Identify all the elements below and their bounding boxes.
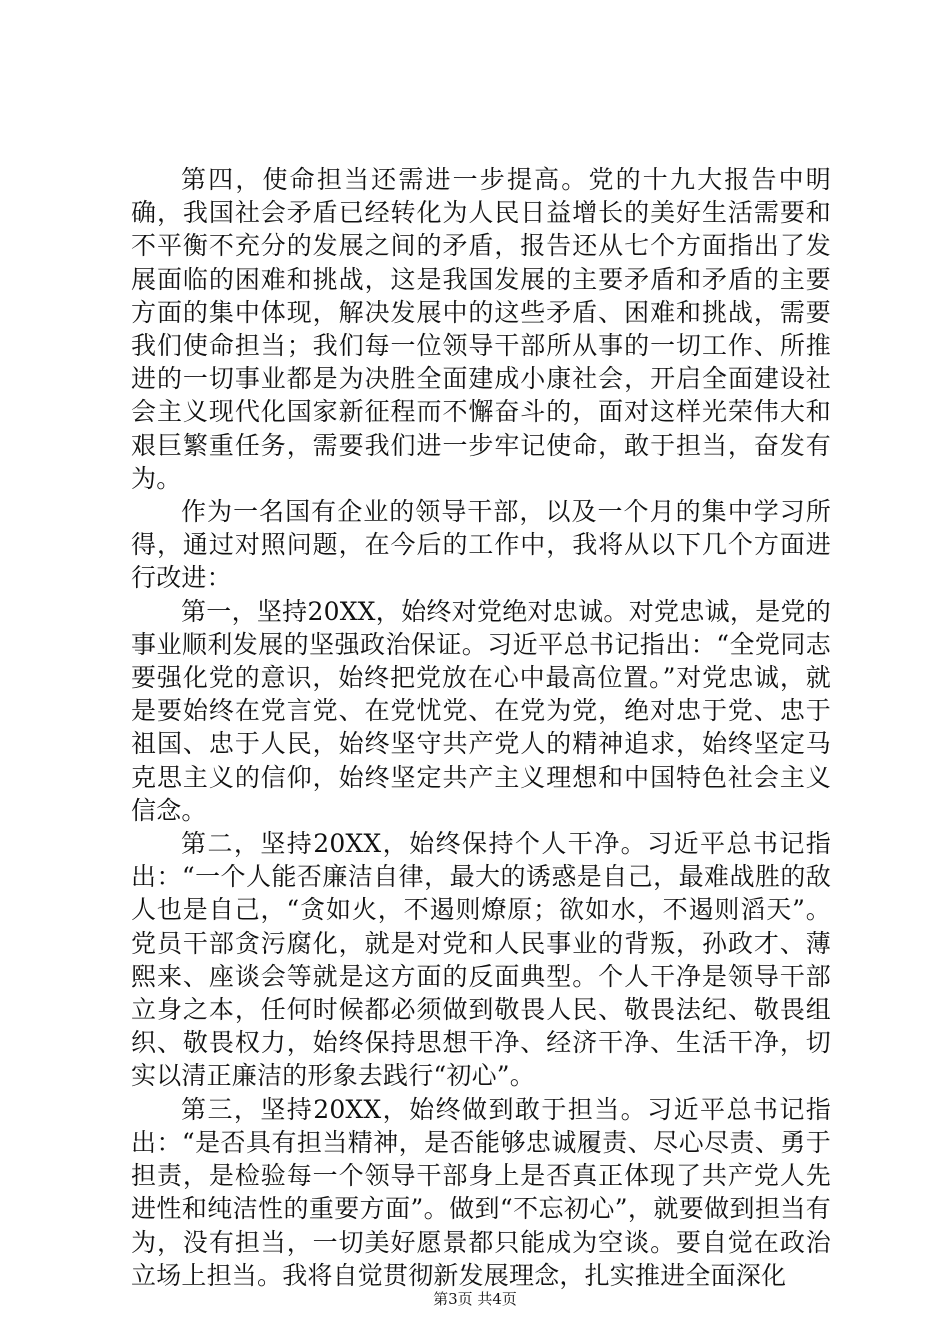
- paragraph-loyalty: 第一，坚持20XX，始终对党绝对忠诚。对党忠诚，是党的事业顺利发展的坚强政治保证。习近平总书记指出：“全党同志要强化党的意识，始终把党放在心中最高位置。”对党忠诚，就是要始终在党言党、在党忧党、在党为党，绝对忠于党、忠于祖国、忠于人民，始终坚守共产党人的精神追求，始终坚定马克思主义的信仰，始终坚定共产主义理想和中国特色社会主义信念。: [131, 596, 831, 825]
- document-body: [131, 163, 831, 1292]
- page-footer: 第3页 共4页: [433, 1290, 517, 1308]
- paragraph-integrity: 第二，坚持20XX，始终保持个人干净。习近平总书记指出：“一个人能否廉洁自律，最大的诱惑是自己，最难战胜的敌人也是自己，“贪如火，不遏则燎原；欲如水，不遏则滔天”。党员干部贪污腐化，就是对党和人民事业的背叛，孙政才、薄熙来、座谈会等就是这方面的反面典型。个人干净是领导干部立身之本，任何时候都必须做到敬畏人民、敬畏法纪、敬畏组织、敬畏权力，始终保持思想干净、经济干净、生活干净，切实以清正廉洁的形象去践行“初心”。: [131, 829, 831, 1091]
- paragraph-improvement-intro: 作为一名国有企业的领导干部，以及一个月的集中学习所得，通过对照问题，在今后的工作中，我将从以下几个方面进行改进：: [131, 497, 831, 593]
- paragraph-responsibility: 第三，坚持20XX，始终做到敢于担当。习近平总书记指出：“是否具有担当精神，是否能够忠诚履责、尽心尽责、勇于担责，是检验每一个领导干部身上是否真正体现了共产党人先进性和纯洁性的重要方面”。做到“不忘初心”，就要做到担当有为，没有担当，一切美好愿景都只能成为空谈。要自觉在政治立场上担当。我将自觉贯彻新发展理念，扎实推进全面深化: [131, 1094, 831, 1290]
- paragraph-mission-responsibility: 第四，使命担当还需进一步提高。党的十九大报告中明确，我国社会矛盾已经转化为人民日益增长的美好生活需要和不平衡不充分的发展之间的矛盾，报告还从七个方面指出了发展面临的困难和挑战，这是我国发展的主要矛盾和矛盾的主要方面的集中体现，解决发展中的这些矛盾、困难和挑战，需要我们使命担当；我们每一位领导干部所从事的一切工作、所推进的一切事业都是为决胜全面建成小康社会，开启全面建设社会主义现代化国家新征程而不懈奋斗的，面对这样光荣伟大和艰巨繁重任务，需要我们进一步牢记使命，敢于担当，奋发有为。: [131, 165, 831, 493]
